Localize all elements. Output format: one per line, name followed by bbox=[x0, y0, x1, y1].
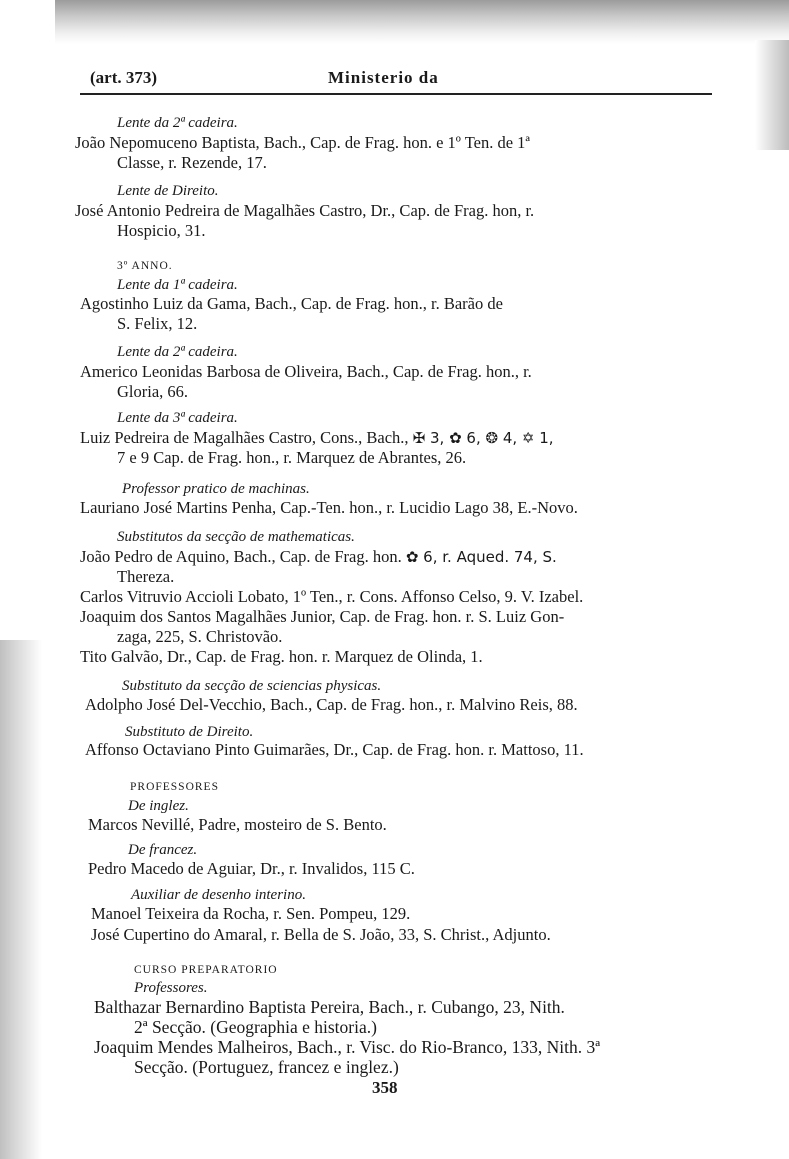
section-heading: Lente da 2ª cadeira. bbox=[117, 115, 238, 131]
entry-line: Joaquim dos Santos Magalhães Junior, Cap. de Frag. hon. r. S. Luiz Gon- bbox=[80, 607, 565, 626]
header-title: Ministerio da bbox=[328, 68, 439, 87]
group-heading: CURSO PREPARATORIO bbox=[134, 964, 278, 976]
entry-line: Adolpho José Del-Vecchio, Bach., Cap. de Frag. hon., r. Malvino Reis, 88. bbox=[85, 695, 578, 714]
page-number: 358 bbox=[372, 1078, 398, 1097]
section-heading: Lente da 1ª cadeira. bbox=[117, 277, 238, 293]
section-heading: Substituto da secção de sciencias physicas. bbox=[122, 678, 382, 694]
entry-line: Secção. (Portuguez, francez e inglez.) bbox=[134, 1057, 399, 1077]
running-header bbox=[90, 68, 710, 90]
scan-edge-left bbox=[0, 640, 42, 1159]
section-heading: De inglez. bbox=[128, 798, 189, 814]
entry-line: Lauriano José Martins Penha, Cap.-Ten. hon., r. Lucidio Lago 38, E.-Novo. bbox=[80, 498, 578, 517]
honour-order-icon: ✿ 6, r. Aqued. 74, S. bbox=[405, 548, 557, 566]
entry-line: Classe, r. Rezende, 17. bbox=[117, 153, 267, 172]
entry-line: Manoel Teixeira da Rocha, r. Sen. Pompeu, 129. bbox=[91, 904, 411, 923]
entry-text: João Pedro de Aquino, Bach., Cap. de Frag. hon. bbox=[80, 547, 402, 566]
year-heading: 3º ANNO. bbox=[117, 260, 173, 272]
entry-line: Joaquim Mendes Malheiros, Bach., r. Visc. do Rio-Branco, 133, Nith. 3ª bbox=[94, 1037, 601, 1057]
section-heading: De francez. bbox=[128, 842, 198, 858]
entry-line: S. Felix, 12. bbox=[117, 314, 198, 333]
header-rule bbox=[80, 93, 712, 95]
honour-orders-icons: ✠ 3, ✿ 6, ❂ 4, ✡ 1, bbox=[412, 429, 554, 447]
entry-line: Marcos Nevillé, Padre, mosteiro de S. Bento. bbox=[88, 815, 387, 834]
entry-line bbox=[80, 547, 557, 567]
section-heading: Lente da 2ª cadeira. bbox=[117, 344, 238, 360]
scan-edge-right bbox=[755, 40, 789, 150]
entry-line: Carlos Vitruvio Accioli Lobato, 1º Ten., r. Cons. Affonso Celso, 9. V. Izabel. bbox=[80, 587, 584, 606]
entry-line: Affonso Octaviano Pinto Guimarães, Dr., Cap. de Frag. hon. r. Mattoso, 11. bbox=[85, 740, 584, 759]
section-heading: Professor pratico de machinas. bbox=[122, 481, 310, 497]
section-heading: Professores. bbox=[134, 980, 208, 996]
entry-line: Americo Leonidas Barbosa de Oliveira, Bach., Cap. de Frag. hon., r. bbox=[80, 362, 532, 381]
entry-text: Luiz Pedreira de Magalhães Castro, Cons., Bach., bbox=[80, 428, 409, 447]
section-heading: Auxiliar de desenho interino. bbox=[131, 887, 306, 903]
article-reference: (art. 373) bbox=[90, 68, 158, 87]
entry-line: 2ª Secção. (Geographia e historia.) bbox=[134, 1017, 377, 1037]
section-heading: Substituto de Direito. bbox=[125, 724, 254, 740]
entry-line: João Nepomuceno Baptista, Bach., Cap. de Frag. hon. e 1º Ten. de 1ª bbox=[75, 133, 530, 152]
scan-edge-top bbox=[55, 0, 789, 44]
group-heading: PROFESSORES bbox=[130, 781, 219, 793]
section-heading: Lente da 3ª cadeira. bbox=[117, 410, 238, 426]
entry-line: 7 e 9 Cap. de Frag. hon., r. Marquez de Abrantes, 26. bbox=[117, 448, 467, 467]
entry-line: Gloria, 66. bbox=[117, 382, 189, 401]
entry-line: Balthazar Bernardino Baptista Pereira, Bach., r. Cubango, 23, Nith. bbox=[94, 997, 565, 1017]
entry-line: Hospicio, 31. bbox=[117, 221, 206, 240]
entry-line: Tito Galvão, Dr., Cap. de Frag. hon. r. Marquez de Olinda, 1. bbox=[80, 647, 483, 666]
entry-line: zaga, 225, S. Christovão. bbox=[117, 627, 283, 646]
entry-line: Thereza. bbox=[117, 567, 175, 586]
entry-line: Pedro Macedo de Aguiar, Dr., r. Invalidos, 115 C. bbox=[88, 859, 415, 878]
entry-line: José Cupertino do Amaral, r. Bella de S. João, 33, S. Christ., Adjunto. bbox=[91, 925, 551, 944]
entry-line: Agostinho Luiz da Gama, Bach., Cap. de Frag. hon., r. Barão de bbox=[80, 294, 503, 313]
entry-line bbox=[80, 428, 554, 448]
section-heading: Lente de Direito. bbox=[117, 183, 219, 199]
section-heading: Substitutos da secção de mathematicas. bbox=[117, 529, 355, 545]
entry-line: José Antonio Pedreira de Magalhães Castro, Dr., Cap. de Frag. hon, r. bbox=[75, 201, 535, 220]
